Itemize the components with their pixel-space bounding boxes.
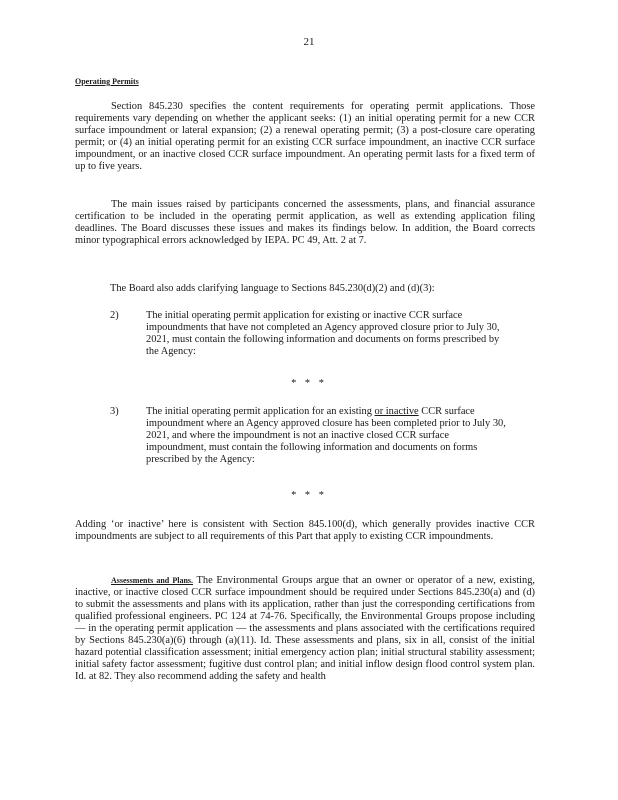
paragraph-assessments-and-plans: [75, 575, 535, 683]
list-item-text-post: CCR surface impoundment where an Agency approved closure has been completed prior to July 30, 2021, and where the impoundment is not an inactive closed CCR surface impoundment, must contain the following information and documents on forms prescribed by the Agency:: [146, 406, 506, 465]
list-item-text: [146, 406, 506, 466]
paragraph-clarifying-language: The Board also adds clarifying language to Sections 845.230(d)(2) and (d)(3):: [110, 283, 435, 294]
ellipsis-stars: * * *: [291, 378, 327, 389]
paragraph-main-issues: The main issues raised by participants concerned the assessments, plans, and financial assurance certification to be included in the operating permit application, as well as extending application filing deadlines. The Board discusses these issues and makes its findings below. In addition, the Board corrects minor typographical errors acknowledged by IEPA. PC 49, Att. 2 at 7.: [75, 199, 535, 246]
paragraph-text: The Environmental Groups argue that an owner or operator of a new, existing, inactive, or inactive closed CCR surface impoundment should be required under Sections 845.230(a) and (d) to submit the assessments and plans with its application, rather than just the corresponding certifications from qualified professional engineers. PC 124 at 74-76. Specifically, the Environmental Groups propose including — in the operating permit application — the assessments and plans associated with the certifications required by Sections 845.230(a)(6) through (a)(11). Id. These assessments and plans, six in all, consist of the initial hazard potential classification assessment; initial emergency action plan; initial structural stability assessment; initial safety factor assessment; fugitive dust control plan; and initial inflow design flood control system plan. Id. at 82. They also recommend adding the safety and health: [75, 575, 536, 682]
section-heading-text: Operating Permits: [75, 77, 139, 86]
list-item-number: 3): [110, 406, 119, 417]
list-item-text-pre: The initial operating permit application for an existing: [146, 406, 375, 417]
sub-heading: Assessments and Plans.: [111, 576, 194, 585]
list-item-text: The initial operating permit application for existing or inactive CCR surface impoundments that have not completed an Agency approved closure prior to July 30, 2021, must contain the following information and documents on forms prescribed by the Agency:: [146, 310, 500, 357]
inserted-text: or inactive: [374, 406, 419, 417]
paragraph-or-inactive: Adding ‘or inactive’ here is consistent with Section 845.100(d), which generally provides inactive CCR impoundments are subject to all requirements of this Part that apply to existing CCR impoundments.: [75, 519, 535, 542]
section-heading: [75, 76, 535, 88]
ellipsis-stars: * * *: [291, 490, 327, 501]
paragraph-operating-permit-contents: Section 845.230 specifies the content requirements for operating permit applications. Those requirements vary depending on whether the applicant seeks: (1) an initial operating permit for a new CCR surface impoundment or lateral expansion; (2) a renewal operating permit; (3) a post-closure care operating permit; or (4) an initial operating permit for an existing CCR surface impoundment, an inactive CCR surface impoundment, or an inactive closed CCR surface impoundment. An operating permit lasts for a fixed term of up to five years.: [75, 101, 535, 172]
page-number: 21: [303, 36, 315, 48]
list-item-number: 2): [110, 310, 119, 321]
